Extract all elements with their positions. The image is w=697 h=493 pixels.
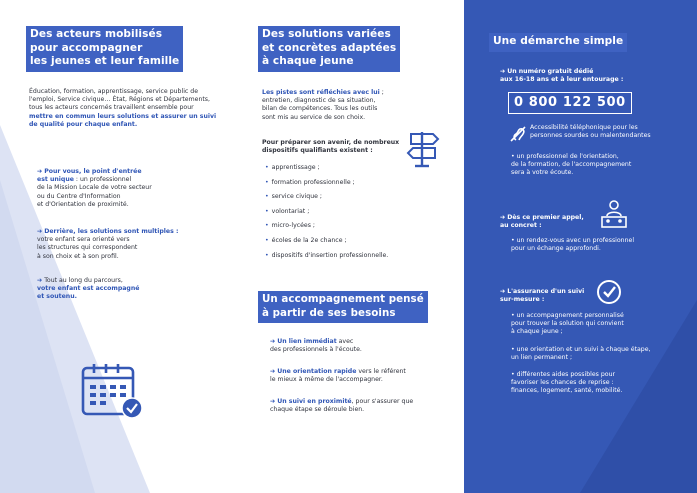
process-step-number: ➔ Un numéro gratuit dédié aux 16-18 ans et à leur entourage : xyxy=(500,68,624,84)
list-item: • micro-lycées ; xyxy=(265,222,316,230)
support-bullet-follow: ➔ Un suivi en proximité, pour s'assurer que chaque étape se déroule bien. xyxy=(270,398,414,414)
list-item: • volontariat ; xyxy=(265,207,310,215)
process-bullet-pro: • un professionnel de l'orientation, de la formation, de l'accompagnement sera à votre écoute. xyxy=(511,153,632,177)
bullet-text: avec des professionnels à l'écoute. xyxy=(270,338,362,354)
list-item: • dispositifs d'insertion professionnelle. xyxy=(265,251,389,259)
arrow-right-icon: ➔ xyxy=(37,277,43,284)
bullet-strong: votre enfant est accompagné et soutenu. xyxy=(37,285,140,301)
bullet-text: Tout au long du parcours, xyxy=(44,277,123,284)
section-title-support: Un accompagnement pensé à partir de ses besoins xyxy=(258,291,428,323)
support-bullet-orientation: ➔ Une orientation rapide vers le référent le mieux à même de l'accompagner. xyxy=(270,368,406,384)
arrow-right-icon: ➔ xyxy=(37,228,43,235)
list-item: • formation professionnelle ; xyxy=(265,178,355,186)
process-bullet-personalized: • un accompagnement personnalisé pour trouver la solution qui convient à chaque jeune ; xyxy=(511,312,624,336)
intro-strong: Les pistes sont réfléchies avec lui xyxy=(262,89,380,96)
process-bullet-each-step: • une orientation et un suivi à chaque étape, un lien permanent ; xyxy=(511,346,651,362)
process-step-follow-up: ➔ L'assurance d'un suivi sur-mesure : xyxy=(500,288,585,304)
phone-number[interactable]: 0 800 122 500 xyxy=(508,92,632,114)
support-bullet-link: ➔ Un lien immédiat avec des professionnels à l'écoute. xyxy=(270,338,362,354)
actors-bullet-solutions xyxy=(37,228,178,261)
qualifying-schemes-list xyxy=(265,164,455,266)
meeting-icon xyxy=(598,199,630,231)
actors-intro-emphasis: mettre en commun leurs solutions et assurer un suivi de qualité pour chaque enfant. xyxy=(29,112,217,128)
list-item: • apprentissage ; xyxy=(265,164,320,171)
section-title-solutions: Des solutions variées et concrètes adaptées à chaque jeune xyxy=(258,26,400,72)
actors-intro-text: Éducation, formation, apprentissage, service public de l'emploi, Service civique… État, Régions et Départements, tous les acteurs concernés travaillent ensemble pour xyxy=(29,88,210,112)
list-item: • service civique ; xyxy=(265,193,322,201)
bullet-strong: Pour vous, le point d'entrée est unique xyxy=(37,168,142,184)
section-title-process: Une démarche simple xyxy=(489,33,627,52)
bullet-text: , pour s'assurer que chaque étape se déroule bien. xyxy=(270,398,414,414)
bullet-text: votre enfant sera orienté vers les structures qui correspondent à son choix et à son profil. xyxy=(37,236,138,260)
arrow-right-icon: ➔ xyxy=(37,168,43,175)
process-step-first-call: ➔ Dès ce premier appel, au concret : xyxy=(500,214,584,230)
process-bullet-aids: • différentes aides possibles pour favoriser les chances de reprise : finances, logement, santé, mobilité. xyxy=(511,371,623,395)
list-item: • écoles de la 2e chance ; xyxy=(265,236,347,244)
calendar-check-icon xyxy=(80,362,146,420)
bullet-strong: Un lien immédiat xyxy=(277,338,337,345)
section-title-actors: Des acteurs mobilisés pour accompagner les jeunes et leur famille xyxy=(26,26,183,72)
column-actors xyxy=(0,0,232,493)
actors-bullet-entry xyxy=(37,168,152,209)
deaf-ear-icon xyxy=(508,124,528,144)
accessibility-text: Accessibilité téléphonique pour les personnes sourdes ou malentendantes xyxy=(530,124,651,140)
bullet-strong: Un suivi en proximité xyxy=(277,398,352,405)
process-bullet-rdv: • un rendez-vous avec un professionnel pour un échange approfondi. xyxy=(511,237,635,253)
check-circle-icon xyxy=(596,279,622,305)
solutions-intro xyxy=(262,89,384,122)
bullet-text: vers le référent le mieux à même de l'accompagner. xyxy=(270,368,406,384)
bullet-text: : un professionnel de la Mission Locale de votre secteur ou du Centre d'Information et d'Orientation de proximité. xyxy=(37,176,152,208)
actors-bullet-support xyxy=(37,277,139,302)
bullet-strong: Une orientation rapide xyxy=(277,368,357,375)
intro-text: ; entretien, diagnostic de sa situation, bilan de compétences. Tous les outils sont mis au service de son choix. xyxy=(262,89,384,121)
solutions-prep: Pour préparer son avenir, de nombreux dispositifs qualifiants existent : xyxy=(262,139,400,155)
signpost-icon xyxy=(405,128,441,168)
bullet-strong: Derrière, les solutions sont multiples : xyxy=(44,228,179,235)
actors-intro xyxy=(29,88,217,129)
